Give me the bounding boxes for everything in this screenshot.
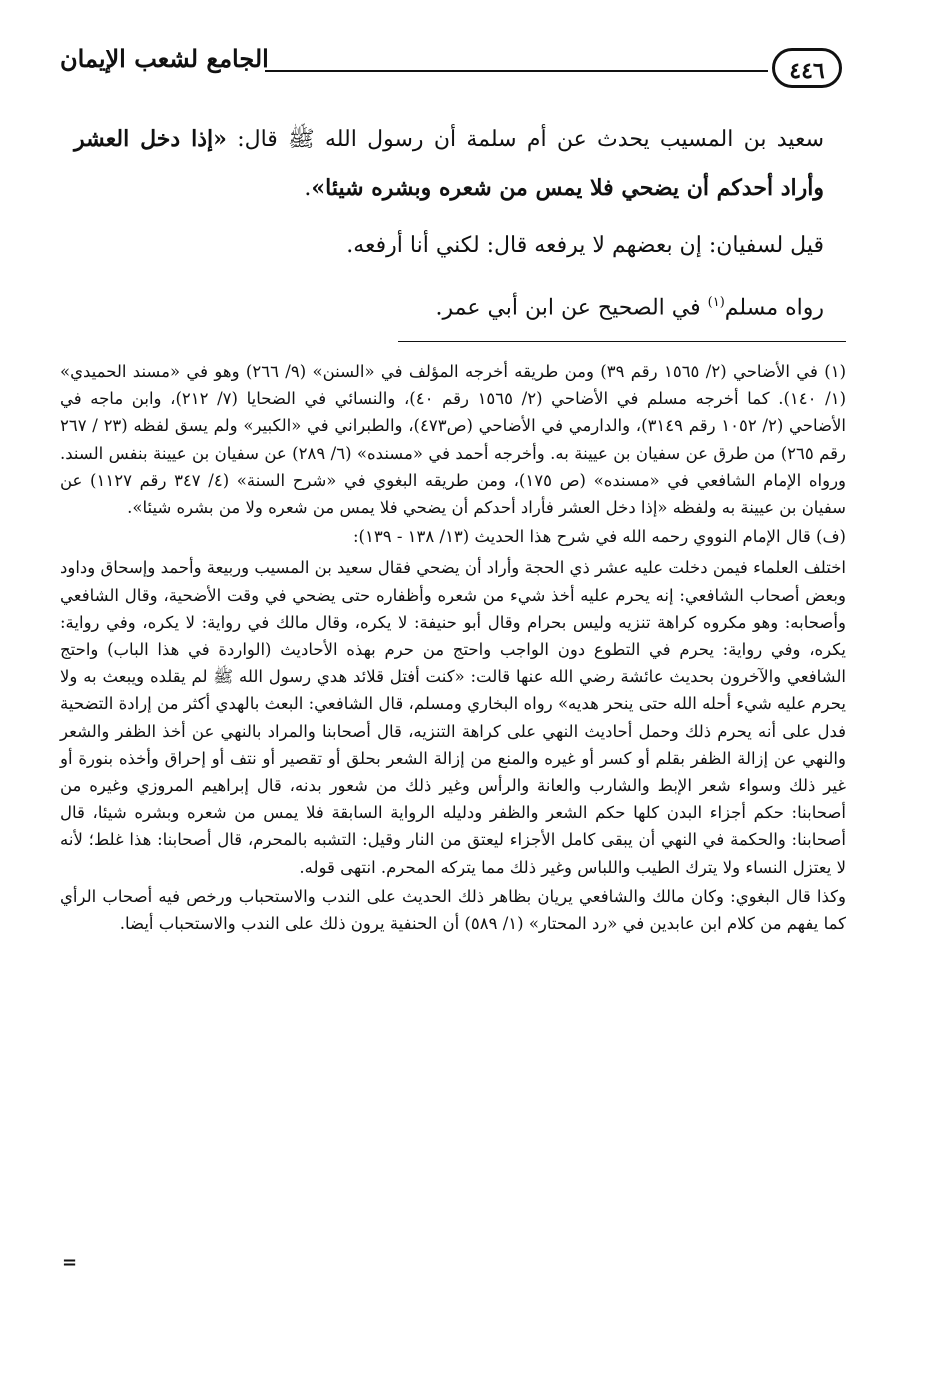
nawawi-quote: اختلف العلماء فيمن دخلت عليه عشر ذي الحجة وأراد أن يضحي فقال سعيد بن المسيب وربيعة وأحمد وإسحاق وداود وبعض أصحاب الشافعي: إنه يحرم عليه أخذ شيء من شعره وأظفاره حتى يضحي في وقت الأضحية، وقال الشافعي وأصحابه: وهو مكروه كراهة تنزيه وليس بحرام وقال أبو حنيفة: لا يكره، وقال مالك في رواية: لا يكره، وفي رواية: يكره، وفي رواية: يحرم في التطوع دون الواجب واحتج من حرم بهذه الأحاديث (الواردة في هذا الباب) واحتج الشافعي والآخرون بحديث عائشة رضي الله عنها قالت: «كنت أفتل قلائد هدي رسول الله ﷺ لم يقلده ويبعث به ولا يحرم عليه شيء أحله الله حتى ينحر هديه» رواه البخاري ومسلم، قال الشافعي: البعث بالهدي أكثر من إرادة التضحية فدل على أنه يحرم ذلك وحمل أحاديث النهي على كراهة التنزيه، قال أصحابنا والمراد بالنهي عن أخذ الظفر والشعر والنهي عن إزالة الظفر بقلم أو كسر أو غيره والمنع من إزالة الشعر بحلق أو تقصير أو نتف أو إحراق وأخذه بنورة أو غير ذلك وسواء شعر الإبط والشارب والعانة والرأس وغير ذلك من شعور بدنه، قال إبراهيم المروزي وغيره من أصحابنا: حكم أجزاء البدن كلها حكم الشعر والظفر ودليله الرواية السابقة فلا يمس من شعره وبشره شيئا، قال أصحابنا: والحكمة في النهي أن يبقى كامل الأجزاء ليعتق من النار وقيل: التشبه بالمحرم، قال أصحابنا: هذا غلط؛ لأنه لا يعتزل النساء ولا يترك الطيب واللباس وغير ذلك مما يتركه المحرم. انتهى قوله. — [60, 558, 846, 877]
narration-source-a: رواه مسلم — [724, 295, 824, 321]
hadith-quote: «إذا دخل العشر وأراد أحدكم أن يضحي فلا يمس من شعره وبشره شيئا» — [74, 126, 824, 201]
page-header — [60, 40, 850, 100]
footnote-divider — [398, 341, 846, 342]
narration-source — [74, 278, 824, 332]
main-text — [74, 115, 824, 332]
footnotes — [60, 358, 846, 937]
footnote-ref: (١) — [707, 295, 725, 310]
nawawi-intro: (ف) قال الإمام النووي رحمه الله في شرح هذا الحديث (١٣/ ١٣٨ - ١٣٩): — [352, 527, 846, 547]
hadith-end: . — [304, 176, 312, 201]
hadith-lead: سعيد بن المسيب يحدث عن أم سلمة أن رسول الله ﷺ قال: — [226, 127, 824, 152]
narration-source-b: في الصحيح عن ابن أبي عمر. — [435, 295, 708, 321]
footnote-1: (١) في الأضاحي (٢/ ١٥٦٥ رقم ٣٩) ومن طريقه أخرجه المؤلف في «السنن» (٩/ ٢٦٦) وهو في «مسند الحميدي» (١/ ١٤٠). كما أخرجه مسلم في الأضاحي (٢/ ١٥٦٥ رقم ٤٠)، والنسائي في الضحايا (٧/ ٢١٢)، وابن ماجه في الأضاحي (٢/ ١٠٥٢ رقم ٣١٤٩)، والدارمي في الأضاحي (ص٤٧٣)، والطبراني في «الكبير» ولم يسق لفظه (٢٣ / ٢٦٧ رقم ٢٦٥) من طرق عن سفيان بن عيينة به. وأخرجه أحمد في «مسنده» (٦/ ٢٨٩) عن سفيان بن عيينة بنفس السند. ورواه الإمام الشافعي في «مسنده» (ص ١٧٥)، ومن طريقه البغوي في «شرح السنة» (٤/ ٣٤٧ رقم ١١٢٧) عن سفيان بن عيينة به ولفظه «إذا دخل العشر فأراد أحدكم أن يضحي فلا يمس من شعره ولا من بشره شيئا». — [60, 362, 847, 518]
sufyan-note: قيل لسفيان: إن بعضهم لا يرفعه قال: لكني أنا أرفعه. — [346, 233, 824, 258]
hadith-paragraph — [74, 115, 824, 213]
running-title: الجامع لشعب الإيمان — [60, 44, 269, 73]
baghawi-note: وكذا قال البغوي: وكان مالك والشافعي يريان بظاهر ذلك الحديث على الندب والاستحباب ورخص فيه أصحاب الرأي كما يفهم من كلام ابن عابدين في «رد المحتار» (١/ ٥٨٩) أن الحنفية يرون ذلك على الندب والاستحباب أيضا. — [60, 886, 846, 934]
page-number: ٤٤٦ — [772, 48, 842, 88]
header-rule — [265, 70, 768, 72]
continuation-mark: = — [62, 1252, 78, 1273]
